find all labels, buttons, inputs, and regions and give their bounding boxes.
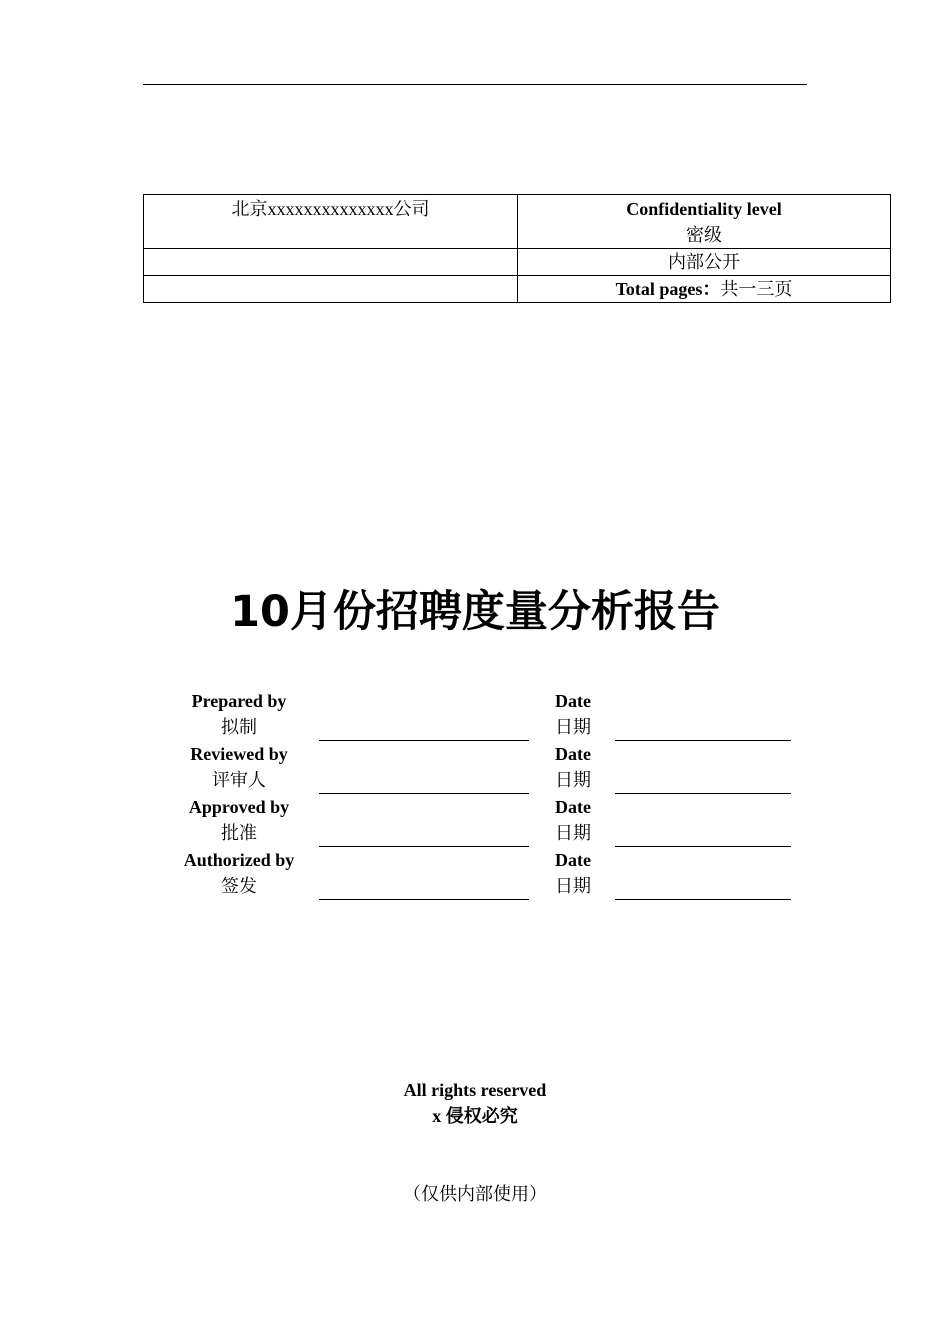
confidentiality-label-cell [518,195,891,249]
confidentiality-value-cell [518,249,891,276]
role-en: Approved by [188,797,290,817]
signature-row-prepared [0,688,950,741]
date-en: Date [555,850,591,870]
signature-role [160,847,318,899]
date-en: Date [555,797,591,817]
rights-cn: x 侵权必究 [432,1106,518,1126]
signature-date-label [548,741,598,793]
role-cn: 批准 [221,823,257,843]
total-pages-value: 共一三页 [720,279,793,299]
signature-date-label [548,847,598,899]
role-en: Authorized by [183,850,295,870]
signature-role [160,688,318,740]
role-en: Prepared by [191,691,287,711]
signature-date-line[interactable] [615,899,791,900]
signature-row-reviewed [0,741,950,794]
signature-date-label [548,688,598,740]
date-cn: 日期 [555,823,591,843]
document-title: 10月份招聘度量分析报告 [230,587,720,637]
date-en: Date [555,691,591,711]
rights-en: All rights reserved [403,1080,547,1100]
signature-role [160,741,318,793]
document-info-table [143,194,891,303]
date-cn: 日期 [555,876,591,896]
role-en: Reviewed by [190,744,288,764]
header-rule [143,84,807,85]
confidentiality-label-cn: 密级 [686,225,722,245]
role-cn: 拟制 [221,717,257,737]
total-pages-label: Total pages： [615,279,721,299]
signature-row-approved [0,794,950,847]
date-cn: 日期 [555,717,591,737]
empty-cell [144,276,518,303]
signature-name-line[interactable] [319,899,529,900]
signature-role [160,794,318,846]
total-pages-cell [518,276,891,303]
date-cn: 日期 [555,770,591,790]
empty-cell [144,249,518,276]
company-name: 北京xxxxxxxxxxxxxx公司 [231,199,430,219]
signature-row-authorized [0,847,950,900]
confidentiality-value: 内部公开 [668,252,740,272]
role-cn: 签发 [221,876,257,896]
confidentiality-label-en: Confidentiality level [626,199,782,219]
signature-date-label [548,794,598,846]
internal-use-notice: （仅供内部使用） [403,1184,547,1204]
company-name-cell [144,195,518,249]
rights-notice [0,1077,950,1129]
date-en: Date [555,744,591,764]
role-cn: 评审人 [212,770,266,790]
